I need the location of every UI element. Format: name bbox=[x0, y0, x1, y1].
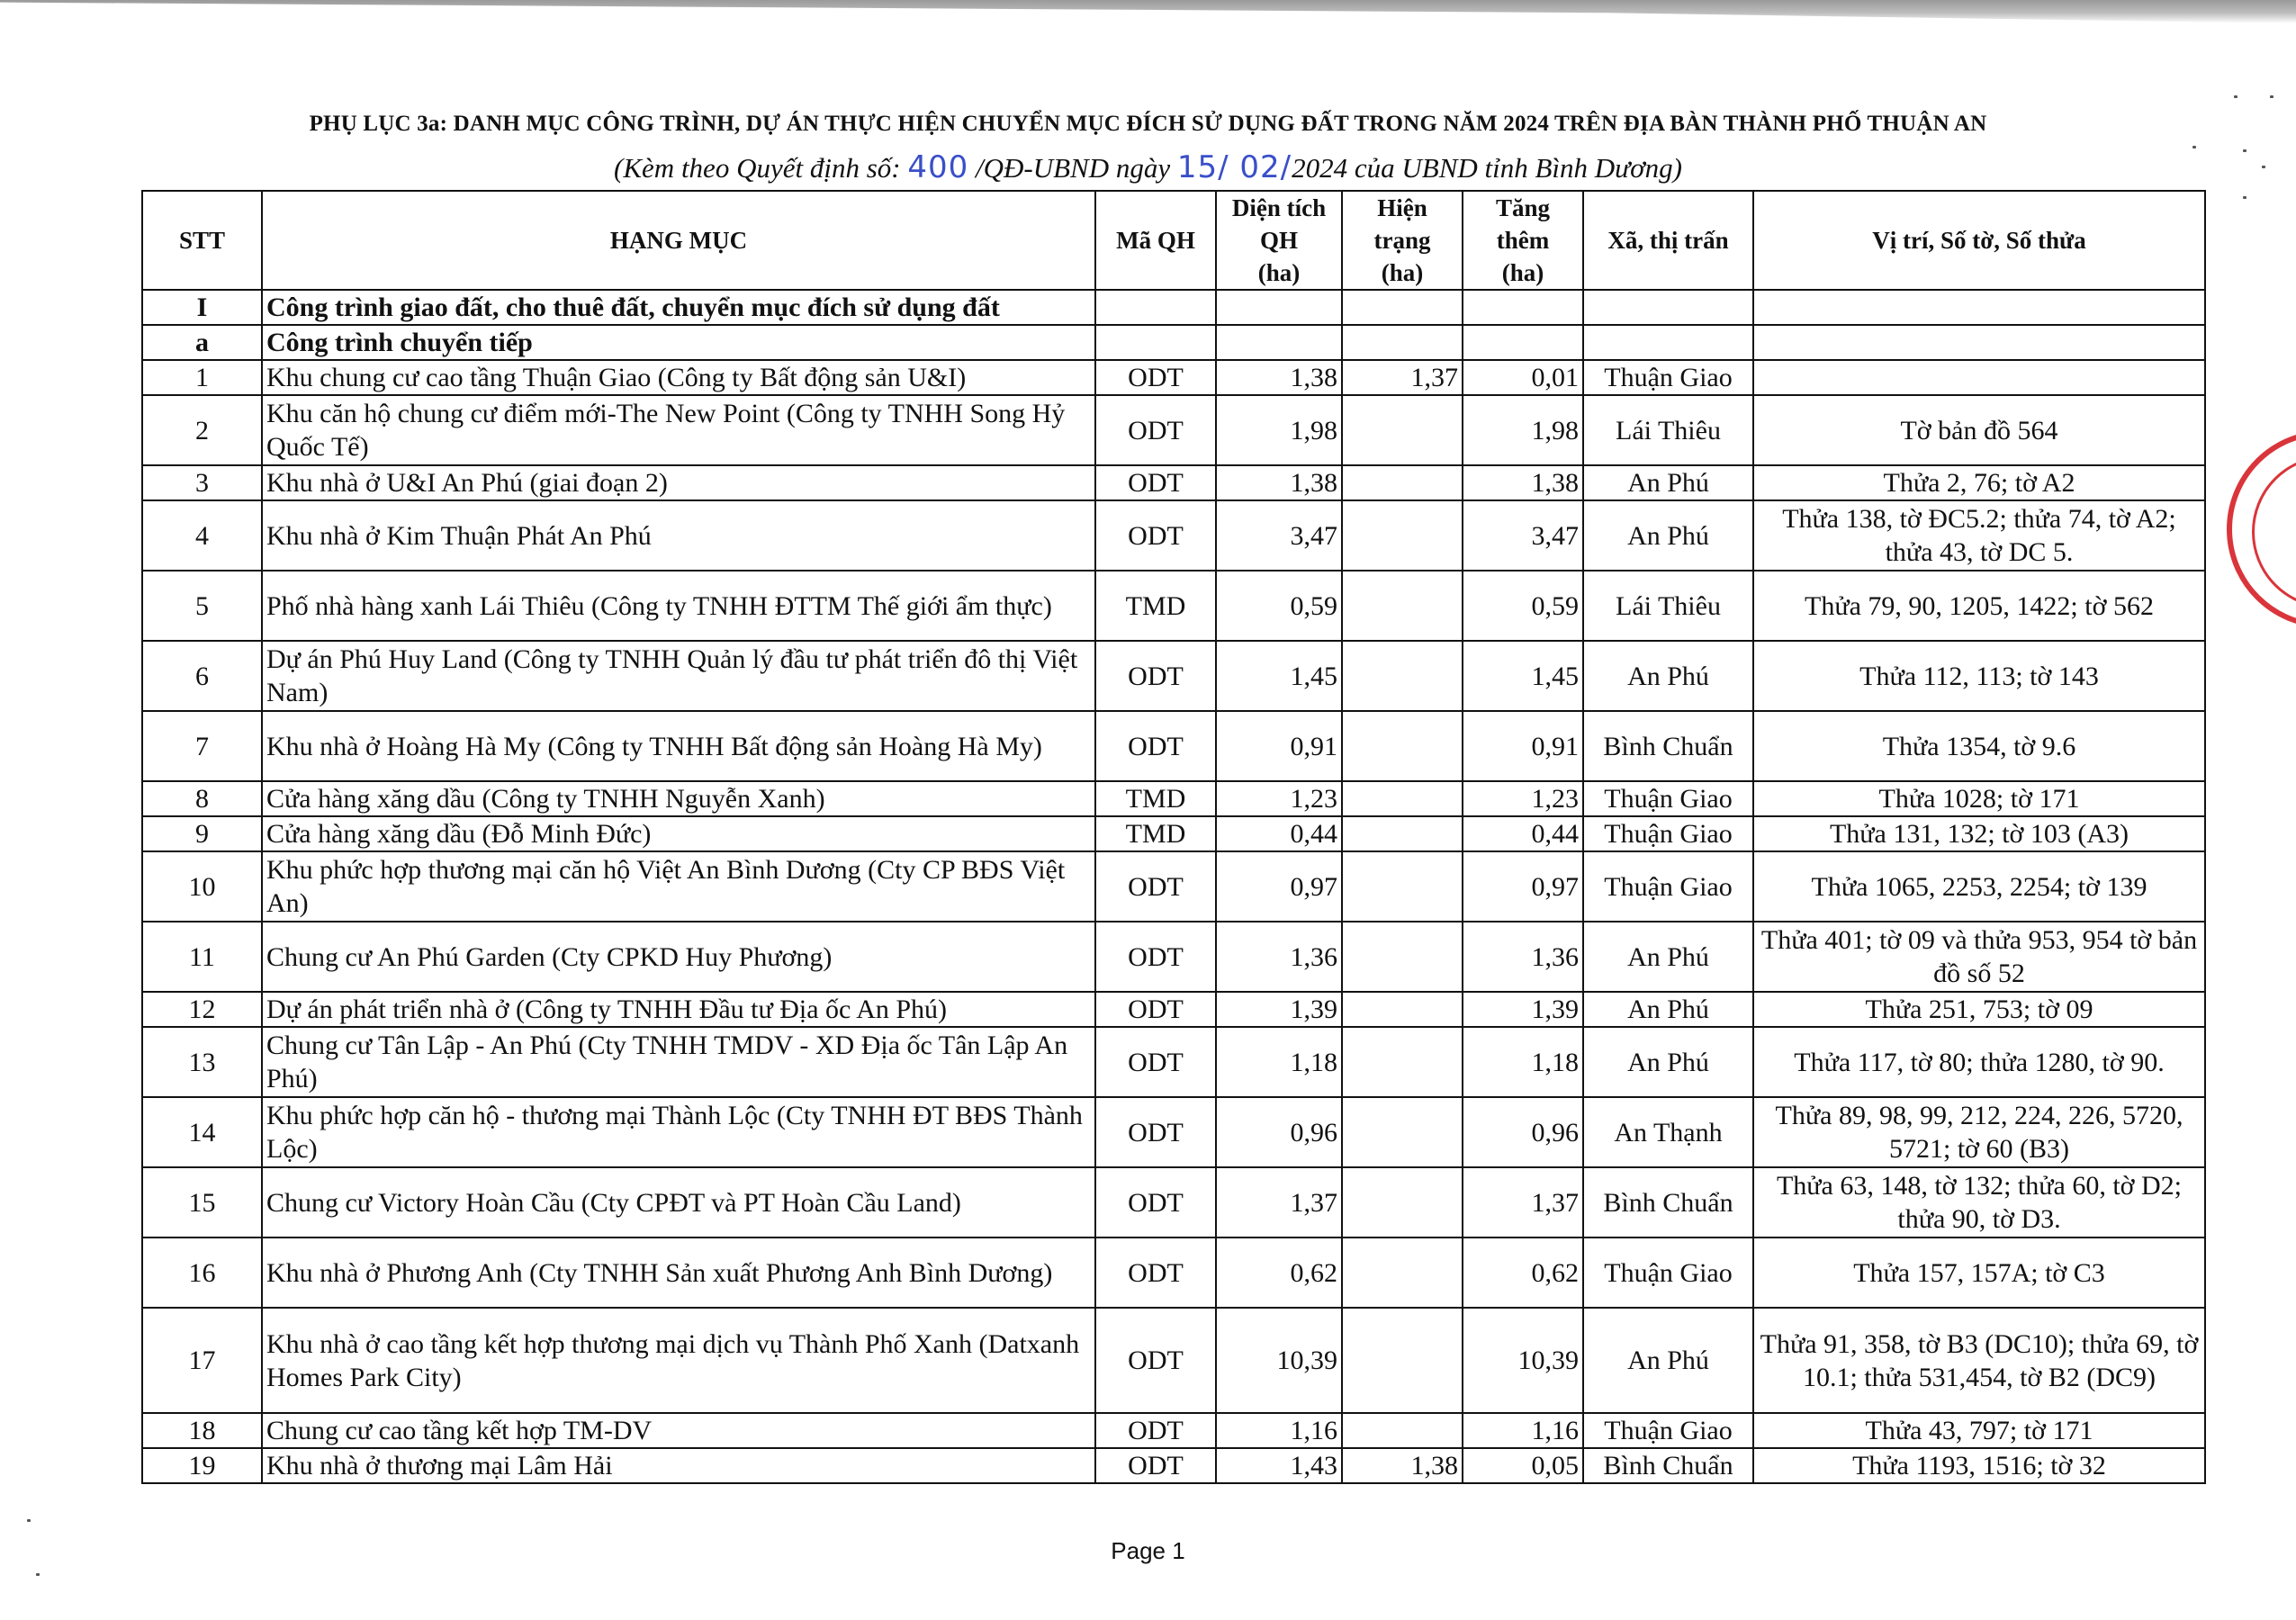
row-commune: Bình Chuẩn bbox=[1583, 711, 1753, 781]
table-row bbox=[142, 1448, 2205, 1483]
scan-speck bbox=[2234, 95, 2237, 98]
header-hien-trang-line1: Hiện bbox=[1377, 194, 1427, 221]
row-added: 0,05 bbox=[1463, 1448, 1583, 1483]
row-area: 0,96 bbox=[1216, 1097, 1342, 1167]
section-row-a bbox=[142, 325, 2205, 360]
table-row bbox=[142, 465, 2205, 500]
subtitle-mid: /QĐ-UBND ngày bbox=[976, 152, 1171, 184]
row-area: 1,16 bbox=[1216, 1413, 1342, 1448]
scan-speck bbox=[2270, 95, 2273, 98]
document-title: PHỤ LỤC 3a: DANH MỤC CÔNG TRÌNH, DỰ ÁN THỰC HIỆN CHUYỂN MỤC ĐÍCH SỬ DỤNG ĐẤT TRONG NĂM 2024 TRÊN ĐỊA BÀN THÀNH PHỐ THUẬN AN bbox=[309, 112, 1987, 136]
scan-speck bbox=[2243, 196, 2246, 199]
row-code: ODT bbox=[1095, 500, 1216, 571]
row-name: Chung cư Tân Lập - An Phú (Cty TNHH TMDV - XD Địa ốc Tân Lập An Phú) bbox=[262, 1027, 1095, 1097]
row-location: Thửa 63, 148, tờ 132; thửa 60, tờ D2; thửa 90, tờ D3. bbox=[1753, 1167, 2205, 1238]
row-name: Cửa hàng xăng dầu (Đỗ Minh Đức) bbox=[262, 816, 1095, 851]
row-name: Khu nhà ở U&I An Phú (giai đoạn 2) bbox=[262, 465, 1095, 500]
row-location: Thửa 157, 157A; tờ C3 bbox=[1753, 1238, 2205, 1308]
row-current bbox=[1342, 816, 1463, 851]
row-name: Khu phức hợp thương mại căn hộ Việt An Bình Dương (Cty CP BĐS Việt An) bbox=[262, 851, 1095, 922]
row-current bbox=[1342, 851, 1463, 922]
row-commune: An Phú bbox=[1583, 922, 1753, 992]
header-tang-them-line3: (ha) bbox=[1501, 259, 1544, 286]
row-current bbox=[1342, 781, 1463, 816]
row-area: 1,98 bbox=[1216, 395, 1342, 465]
header-row bbox=[142, 191, 2205, 290]
row-location bbox=[1753, 360, 2205, 395]
row-current bbox=[1342, 641, 1463, 711]
row-code: TMD bbox=[1095, 816, 1216, 851]
handwritten-decision-date: 15/ 02/ bbox=[1176, 149, 1292, 185]
empty-cell bbox=[1216, 325, 1342, 360]
section-I-label: Công trình giao đất, cho thuê đất, chuyển mục đích sử dụng đất bbox=[262, 290, 1095, 325]
row-current bbox=[1342, 992, 1463, 1027]
row-stt: 17 bbox=[142, 1308, 262, 1413]
scan-speck bbox=[2243, 149, 2246, 152]
row-stt: 16 bbox=[142, 1238, 262, 1308]
row-stt: 2 bbox=[142, 395, 262, 465]
header-hien-trang-line3: (ha) bbox=[1381, 259, 1424, 286]
header-dien-tich-line3: (ha) bbox=[1257, 259, 1301, 286]
row-name: Khu nhà ở Kim Thuận Phát An Phú bbox=[262, 500, 1095, 571]
scan-top-shadow bbox=[0, 0, 2296, 23]
row-name: Dự án Phú Huy Land (Công ty TNHH Quản lý đầu tư phát triển đô thị Việt Nam) bbox=[262, 641, 1095, 711]
row-added: 1,37 bbox=[1463, 1167, 1583, 1238]
row-stt: 3 bbox=[142, 465, 262, 500]
table-row bbox=[142, 711, 2205, 781]
table-row bbox=[142, 395, 2205, 465]
row-area: 1,39 bbox=[1216, 992, 1342, 1027]
table-row bbox=[142, 816, 2205, 851]
row-added: 1,23 bbox=[1463, 781, 1583, 816]
row-code: ODT bbox=[1095, 360, 1216, 395]
table-row bbox=[142, 1097, 2205, 1167]
row-commune: Bình Chuẩn bbox=[1583, 1448, 1753, 1483]
row-commune: Lái Thiêu bbox=[1583, 571, 1753, 641]
header-xa: Xã, thị trấn bbox=[1583, 191, 1753, 290]
row-stt: 15 bbox=[142, 1167, 262, 1238]
section-a-stt: a bbox=[142, 325, 262, 360]
row-name: Dự án phát triển nhà ở (Công ty TNHH Đầu tư Địa ốc An Phú) bbox=[262, 992, 1095, 1027]
empty-cell bbox=[1753, 325, 2205, 360]
table-row bbox=[142, 992, 2205, 1027]
row-name: Cửa hàng xăng dầu (Công ty TNHH Nguyễn Xanh) bbox=[262, 781, 1095, 816]
row-stt: 4 bbox=[142, 500, 262, 571]
table-row bbox=[142, 781, 2205, 816]
header-hien-trang-line2: trạng bbox=[1373, 227, 1431, 254]
row-name: Khu nhà ở cao tầng kết hợp thương mại dịch vụ Thành Phố Xanh (Datxanh Homes Park City) bbox=[262, 1308, 1095, 1413]
row-area: 1,43 bbox=[1216, 1448, 1342, 1483]
row-added: 1,36 bbox=[1463, 922, 1583, 992]
row-location: Thửa 112, 113; tờ 143 bbox=[1753, 641, 2205, 711]
row-area: 0,97 bbox=[1216, 851, 1342, 922]
scan-speck bbox=[2262, 166, 2265, 168]
subtitle-prefix: (Kèm theo Quyết định số: bbox=[614, 152, 901, 184]
table-body bbox=[142, 290, 2205, 1483]
row-name: Khu nhà ở Phương Anh (Cty TNHH Sản xuất Phương Anh Bình Dương) bbox=[262, 1238, 1095, 1308]
row-current bbox=[1342, 395, 1463, 465]
row-current bbox=[1342, 1097, 1463, 1167]
header-tang-them-line2: thêm bbox=[1496, 227, 1550, 254]
row-location: Thửa 43, 797; tờ 171 bbox=[1753, 1413, 2205, 1448]
row-code: ODT bbox=[1095, 851, 1216, 922]
row-area: 1,18 bbox=[1216, 1027, 1342, 1097]
table-row bbox=[142, 1167, 2205, 1238]
row-location: Thửa 138, tờ ĐC5.2; thửa 74, tờ A2; thửa 43, tờ DC 5. bbox=[1753, 500, 2205, 571]
row-code: ODT bbox=[1095, 992, 1216, 1027]
row-code: TMD bbox=[1095, 571, 1216, 641]
row-code: ODT bbox=[1095, 465, 1216, 500]
empty-cell bbox=[1095, 290, 1216, 325]
row-code: ODT bbox=[1095, 641, 1216, 711]
row-commune: An Phú bbox=[1583, 1308, 1753, 1413]
row-commune: An Phú bbox=[1583, 992, 1753, 1027]
row-commune: An Thạnh bbox=[1583, 1097, 1753, 1167]
table-row bbox=[142, 1027, 2205, 1097]
empty-cell bbox=[1342, 290, 1463, 325]
row-stt: 13 bbox=[142, 1027, 262, 1097]
row-name: Chung cư Victory Hoàn Cầu (Cty CPĐT và PT Hoàn Cầu Land) bbox=[262, 1167, 1095, 1238]
scan-speck bbox=[36, 1573, 40, 1576]
row-added: 1,18 bbox=[1463, 1027, 1583, 1097]
row-added: 1,38 bbox=[1463, 465, 1583, 500]
row-location: Thửa 1028; tờ 171 bbox=[1753, 781, 2205, 816]
row-current bbox=[1342, 711, 1463, 781]
row-current bbox=[1342, 1238, 1463, 1308]
table-row bbox=[142, 1238, 2205, 1308]
row-location: Thửa 131, 132; tờ 103 (A3) bbox=[1753, 816, 2205, 851]
row-name: Khu nhà ở thương mại Lâm Hải bbox=[262, 1448, 1095, 1483]
row-area: 0,62 bbox=[1216, 1238, 1342, 1308]
row-location: Thửa 1354, tờ 9.6 bbox=[1753, 711, 2205, 781]
header-dien-tich-line2: QH bbox=[1259, 227, 1298, 254]
row-location: Thửa 2, 76; tờ A2 bbox=[1753, 465, 2205, 500]
row-name: Khu phức hợp căn hộ - thương mại Thành Lộc (Cty TNHH ĐT BĐS Thành Lộc) bbox=[262, 1097, 1095, 1167]
row-added: 0,91 bbox=[1463, 711, 1583, 781]
row-code: ODT bbox=[1095, 395, 1216, 465]
empty-cell bbox=[1583, 325, 1753, 360]
handwritten-decision-number: 400 bbox=[907, 149, 969, 185]
row-code: ODT bbox=[1095, 1167, 1216, 1238]
row-stt: 18 bbox=[142, 1413, 262, 1448]
row-area: 1,38 bbox=[1216, 465, 1342, 500]
header-tang-them bbox=[1463, 191, 1583, 290]
header-hang-muc: HẠNG MỤC bbox=[262, 191, 1095, 290]
row-code: ODT bbox=[1095, 1308, 1216, 1413]
row-current bbox=[1342, 571, 1463, 641]
row-commune: An Phú bbox=[1583, 465, 1753, 500]
row-area: 0,59 bbox=[1216, 571, 1342, 641]
row-added: 0,59 bbox=[1463, 571, 1583, 641]
project-table bbox=[141, 190, 2206, 1484]
header-ma-qh: Mã QH bbox=[1095, 191, 1216, 290]
row-area: 1,36 bbox=[1216, 922, 1342, 992]
row-name: Khu chung cư cao tầng Thuận Giao (Công ty Bất động sản U&I) bbox=[262, 360, 1095, 395]
row-stt: 5 bbox=[142, 571, 262, 641]
subtitle-suffix: 2024 của UBND tỉnh Bình Dương) bbox=[1292, 152, 1682, 184]
row-area: 1,38 bbox=[1216, 360, 1342, 395]
row-commune: Thuận Giao bbox=[1583, 1238, 1753, 1308]
row-location: Thửa 1065, 2253, 2254; tờ 139 bbox=[1753, 851, 2205, 922]
row-current bbox=[1342, 1027, 1463, 1097]
row-area: 1,37 bbox=[1216, 1167, 1342, 1238]
row-location: Thửa 251, 753; tờ 09 bbox=[1753, 992, 2205, 1027]
red-seal-stamp bbox=[2227, 430, 2296, 628]
empty-cell bbox=[1342, 325, 1463, 360]
table-row bbox=[142, 641, 2205, 711]
row-stt: 6 bbox=[142, 641, 262, 711]
row-current bbox=[1342, 1308, 1463, 1413]
row-location: Tờ bản đồ 564 bbox=[1753, 395, 2205, 465]
section-row-I bbox=[142, 290, 2205, 325]
row-added: 10,39 bbox=[1463, 1308, 1583, 1413]
empty-cell bbox=[1463, 325, 1583, 360]
row-added: 0,01 bbox=[1463, 360, 1583, 395]
row-area: 0,44 bbox=[1216, 816, 1342, 851]
row-stt: 14 bbox=[142, 1097, 262, 1167]
empty-cell bbox=[1216, 290, 1342, 325]
row-current bbox=[1342, 1167, 1463, 1238]
header-stt: STT bbox=[142, 191, 262, 290]
row-current bbox=[1342, 500, 1463, 571]
table-row bbox=[142, 571, 2205, 641]
row-location: Thửa 117, tờ 80; thửa 1280, tờ 90. bbox=[1753, 1027, 2205, 1097]
row-code: ODT bbox=[1095, 1027, 1216, 1097]
row-name: Chung cư cao tầng kết hợp TM-DV bbox=[262, 1413, 1095, 1448]
row-location: Thửa 1193, 1516; tờ 32 bbox=[1753, 1448, 2205, 1483]
header-tang-them-line1: Tăng bbox=[1495, 194, 1551, 221]
header-hien-trang bbox=[1342, 191, 1463, 290]
row-added: 3,47 bbox=[1463, 500, 1583, 571]
scan-speck bbox=[2192, 146, 2196, 148]
row-stt: 10 bbox=[142, 851, 262, 922]
table-row bbox=[142, 922, 2205, 992]
header-dien-tich-line1: Diện tích bbox=[1231, 194, 1327, 221]
row-location: Thửa 401; tờ 09 và thửa 953, 954 tờ bản đồ số 52 bbox=[1753, 922, 2205, 992]
row-added: 1,39 bbox=[1463, 992, 1583, 1027]
row-area: 1,45 bbox=[1216, 641, 1342, 711]
header-dien-tich bbox=[1216, 191, 1342, 290]
row-area: 10,39 bbox=[1216, 1308, 1342, 1413]
row-current bbox=[1342, 465, 1463, 500]
table-row bbox=[142, 851, 2205, 922]
row-current: 1,38 bbox=[1342, 1448, 1463, 1483]
table-row bbox=[142, 360, 2205, 395]
row-code: ODT bbox=[1095, 1448, 1216, 1483]
row-added: 1,16 bbox=[1463, 1413, 1583, 1448]
row-commune: Thuận Giao bbox=[1583, 851, 1753, 922]
row-code: ODT bbox=[1095, 711, 1216, 781]
row-location: Thửa 89, 98, 99, 212, 224, 226, 5720, 5721; tờ 60 (B3) bbox=[1753, 1097, 2205, 1167]
row-added: 0,97 bbox=[1463, 851, 1583, 922]
row-commune: An Phú bbox=[1583, 500, 1753, 571]
row-added: 1,98 bbox=[1463, 395, 1583, 465]
page-number: Page 1 bbox=[1111, 1537, 1185, 1564]
row-name: Phố nhà hàng xanh Lái Thiêu (Công ty TNHH ĐTTM Thế giới ẩm thực) bbox=[262, 571, 1095, 641]
row-current bbox=[1342, 1413, 1463, 1448]
empty-cell bbox=[1095, 325, 1216, 360]
row-commune: An Phú bbox=[1583, 641, 1753, 711]
row-commune: Thuận Giao bbox=[1583, 816, 1753, 851]
row-added: 0,44 bbox=[1463, 816, 1583, 851]
row-added: 0,62 bbox=[1463, 1238, 1583, 1308]
row-current bbox=[1342, 922, 1463, 992]
row-stt: 1 bbox=[142, 360, 262, 395]
row-stt: 8 bbox=[142, 781, 262, 816]
row-area: 1,23 bbox=[1216, 781, 1342, 816]
empty-cell bbox=[1753, 290, 2205, 325]
empty-cell bbox=[1463, 290, 1583, 325]
row-current: 1,37 bbox=[1342, 360, 1463, 395]
row-commune: Bình Chuẩn bbox=[1583, 1167, 1753, 1238]
row-commune: Thuận Giao bbox=[1583, 781, 1753, 816]
row-name: Khu nhà ở Hoàng Hà My (Công ty TNHH Bất động sản Hoàng Hà My) bbox=[262, 711, 1095, 781]
row-name: Chung cư An Phú Garden (Cty CPKD Huy Phương) bbox=[262, 922, 1095, 992]
row-added: 1,45 bbox=[1463, 641, 1583, 711]
scan-speck bbox=[27, 1519, 31, 1522]
row-stt: 7 bbox=[142, 711, 262, 781]
row-location: Thửa 91, 358, tờ B3 (DC10); thửa 69, tờ 10.1; thửa 531,454, tờ B2 (DC9) bbox=[1753, 1308, 2205, 1413]
row-stt: 11 bbox=[142, 922, 262, 992]
row-stt: 12 bbox=[142, 992, 262, 1027]
row-code: ODT bbox=[1095, 922, 1216, 992]
document-subtitle bbox=[0, 149, 2296, 185]
table-row bbox=[142, 1308, 2205, 1413]
row-commune: Thuận Giao bbox=[1583, 360, 1753, 395]
row-area: 3,47 bbox=[1216, 500, 1342, 571]
row-commune: Lái Thiêu bbox=[1583, 395, 1753, 465]
row-name: Khu căn hộ chung cư điểm mới-The New Point (Công ty TNHH Song Hỷ Quốc Tế) bbox=[262, 395, 1095, 465]
header-vi-tri: Vị trí, Số tờ, Số thửa bbox=[1753, 191, 2205, 290]
row-code: ODT bbox=[1095, 1097, 1216, 1167]
row-commune: Thuận Giao bbox=[1583, 1413, 1753, 1448]
section-I-stt: I bbox=[142, 290, 262, 325]
row-area: 0,91 bbox=[1216, 711, 1342, 781]
row-added: 0,96 bbox=[1463, 1097, 1583, 1167]
empty-cell bbox=[1583, 290, 1753, 325]
row-commune: An Phú bbox=[1583, 1027, 1753, 1097]
row-stt: 9 bbox=[142, 816, 262, 851]
section-a-label: Công trình chuyển tiếp bbox=[262, 325, 1095, 360]
row-code: ODT bbox=[1095, 1238, 1216, 1308]
seal-inner-ring bbox=[2252, 455, 2296, 608]
row-code: TMD bbox=[1095, 781, 1216, 816]
row-code: ODT bbox=[1095, 1413, 1216, 1448]
table-row bbox=[142, 500, 2205, 571]
row-stt: 19 bbox=[142, 1448, 262, 1483]
table-row bbox=[142, 1413, 2205, 1448]
row-location: Thửa 79, 90, 1205, 1422; tờ 562 bbox=[1753, 571, 2205, 641]
